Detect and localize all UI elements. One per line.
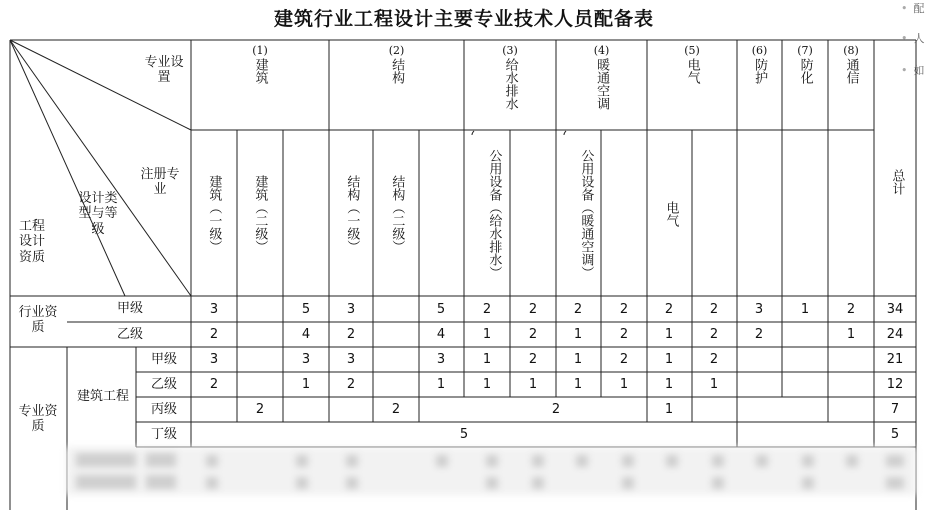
specialty-number: (7) xyxy=(797,44,813,57)
registered-structure-2: 结构（二级） xyxy=(389,175,405,253)
table-cell: 2 xyxy=(573,302,583,317)
table-cell: 2 xyxy=(346,327,356,342)
table-cell: 2 xyxy=(619,302,629,317)
building-engineering-label: 建筑工程 xyxy=(76,389,129,404)
table-cell: 2 xyxy=(709,352,719,367)
table-cell: 1 xyxy=(301,377,311,392)
table-cell: 2 xyxy=(209,327,219,342)
corner-registered-specialty: 注册专业 xyxy=(140,167,180,198)
grade-label: 乙级 xyxy=(150,377,177,392)
specialty-name: 暖通空调 xyxy=(594,57,610,110)
table-cell: 2 xyxy=(619,352,629,367)
corner-design-type-grade: 设计类型与等级 xyxy=(78,191,118,237)
specialty-number: (5) xyxy=(684,44,700,57)
specialty-header-1 xyxy=(191,45,329,84)
table-cell: 5 xyxy=(301,302,311,317)
grade-label: 甲级 xyxy=(116,301,143,316)
registered-architecture-1: 建筑（一级） xyxy=(206,175,222,253)
blurred-rows xyxy=(66,447,916,495)
table-cell: 1 xyxy=(664,377,674,392)
specialty-number: (8) xyxy=(843,44,859,57)
specialty-number: (3) xyxy=(502,44,518,57)
specialty-number: (2) xyxy=(388,44,405,57)
table-cell: 1 xyxy=(709,377,719,392)
table-cell: 1 xyxy=(528,377,538,392)
registered-electrical: 电气 xyxy=(663,201,679,227)
table-cell: 1 xyxy=(664,352,674,367)
grade-label: 丁级 xyxy=(150,427,177,442)
table-cell: 1 xyxy=(436,377,446,392)
sidebar-item[interactable]: • 人 xyxy=(901,30,925,46)
specialty-name: 防化 xyxy=(797,57,813,84)
table-cell: 2 xyxy=(528,352,538,367)
specialty-name: 结构 xyxy=(389,57,405,84)
registered-structure-1: 结构（一级） xyxy=(344,175,360,253)
table-cell: 2 xyxy=(255,402,265,417)
registered-hvac: 公用设备（暖通空调） xyxy=(578,149,594,279)
sidebar-item[interactable]: • 配 xyxy=(901,0,925,16)
table-cell-total: 34 xyxy=(886,302,904,317)
table-cell: 1 xyxy=(664,327,674,342)
specialty-number: (1) xyxy=(252,44,268,57)
specialty-number: (4) xyxy=(593,44,610,57)
specialty-name: 电气 xyxy=(684,57,700,84)
table-cell: 1 xyxy=(482,327,492,342)
industry-qualification-label: 行业资质 xyxy=(18,305,58,336)
table-cell: 1 xyxy=(482,352,492,367)
grade-label: 甲级 xyxy=(150,352,177,367)
table-cell: 1 xyxy=(664,402,674,417)
table-cell: 2 xyxy=(846,302,856,317)
table-cell: 3 xyxy=(754,302,764,317)
grade-label: 乙级 xyxy=(116,327,143,342)
table-cell: 5 xyxy=(436,302,446,317)
grade-label: 丙级 xyxy=(150,402,177,417)
table-cell: 2 xyxy=(528,327,538,342)
specialty-header-2 xyxy=(329,45,464,84)
table-cell: 1 xyxy=(573,327,583,342)
total-header: 总计 xyxy=(889,169,905,195)
specialty-header-6 xyxy=(737,45,782,84)
table-cell-total: 12 xyxy=(886,377,904,392)
table-cell: 3 xyxy=(346,352,356,367)
corner-specialty-setup: 专业设置 xyxy=(144,55,184,86)
table-cell: 1 xyxy=(800,302,810,317)
specialty-name: 通信 xyxy=(843,57,859,84)
table-cell: 2 xyxy=(528,302,538,317)
specialty-header-3 xyxy=(464,45,556,110)
registered-architecture-2: 建筑（二级） xyxy=(252,175,268,253)
table-cell: 3 xyxy=(436,352,446,367)
specialty-qualification-label: 专业资质 xyxy=(18,404,58,435)
table-cell: 1 xyxy=(573,377,583,392)
table-cell: 2 xyxy=(209,377,219,392)
table-cell: 3 xyxy=(209,302,219,317)
sidebar-item[interactable]: • 如 xyxy=(901,62,925,78)
table-cell: 4 xyxy=(301,327,311,342)
table-cell-total: 7 xyxy=(890,402,900,417)
table-cell: 5 xyxy=(459,427,469,442)
table-cell: 2 xyxy=(709,327,719,342)
table-cell: 2 xyxy=(709,302,719,317)
table-cell: 3 xyxy=(346,302,356,317)
specialty-name: 给水排水 xyxy=(502,57,518,110)
table-cell: 2 xyxy=(346,377,356,392)
table-cell: 1 xyxy=(482,377,492,392)
table-cell: 2 xyxy=(619,327,629,342)
table-cell: 1 xyxy=(573,352,583,367)
specialty-header-8 xyxy=(828,45,874,84)
corner-qualification: 工程设计资质 xyxy=(18,219,45,265)
table-cell: 3 xyxy=(301,352,311,367)
table-cell: 2 xyxy=(664,302,674,317)
table-cell: 1 xyxy=(619,377,629,392)
table-cell-total: 21 xyxy=(886,352,904,367)
page-title: 建筑行业工程设计主要专业技术人员配备表 xyxy=(273,8,654,30)
table-cell-total: 5 xyxy=(890,427,900,442)
table-cell: 2 xyxy=(482,302,492,317)
table-cell-total: 24 xyxy=(886,327,904,342)
specialty-header-7 xyxy=(782,45,828,84)
specialty-name: 防护 xyxy=(752,57,768,84)
table-cell: 3 xyxy=(209,352,219,367)
registered-plumbing: 公用设备（给水排水） xyxy=(486,149,502,279)
specialty-number: (6) xyxy=(751,44,768,57)
table-cell: 2 xyxy=(551,402,561,417)
table-cell: 2 xyxy=(754,327,764,342)
specialty-name: 建筑 xyxy=(252,57,268,84)
specialty-header-5 xyxy=(647,45,737,84)
table-cell: 1 xyxy=(846,327,856,342)
table-cell: 2 xyxy=(391,402,401,417)
specialty-header-4 xyxy=(556,45,647,110)
table-cell: 4 xyxy=(436,327,446,342)
